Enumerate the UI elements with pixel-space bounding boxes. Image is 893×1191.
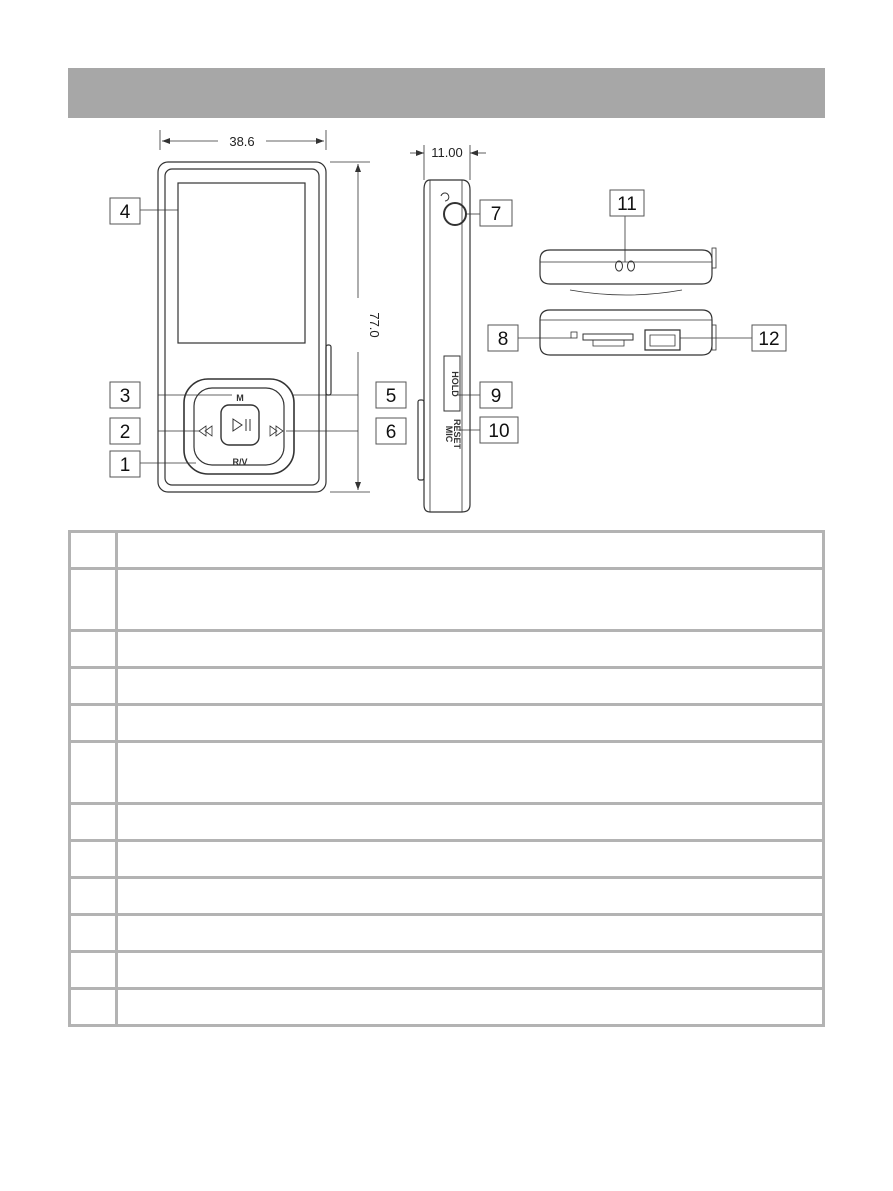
svg-text:1: 1 [119, 455, 131, 476]
row-description [117, 569, 824, 631]
table-row [70, 569, 824, 631]
callout-2 [110, 418, 140, 444]
row-number [70, 878, 117, 915]
device-diagram [0, 0, 893, 530]
width-dimension: 38.6 [229, 134, 255, 149]
table-row [70, 915, 824, 952]
row-description [117, 915, 824, 952]
row-description [117, 878, 824, 915]
rv-label: R/V [232, 457, 248, 467]
table-row [70, 989, 824, 1026]
callout-10 [480, 417, 518, 443]
row-description [117, 742, 824, 804]
row-description [117, 841, 824, 878]
row-description [117, 705, 824, 742]
row-number [70, 989, 117, 1026]
svg-text:5: 5 [385, 386, 397, 407]
table-row [70, 705, 824, 742]
callout-7 [480, 200, 512, 226]
front-view [140, 130, 370, 492]
row-number [70, 952, 117, 989]
row-number [70, 841, 117, 878]
row-description [117, 804, 824, 841]
row-number [70, 569, 117, 631]
callout-9 [480, 382, 512, 408]
svg-text:12: 12 [758, 329, 780, 350]
svg-text:9: 9 [490, 386, 502, 407]
svg-text:2: 2 [119, 422, 131, 443]
row-number [70, 532, 117, 569]
callout-11 [610, 190, 644, 216]
table-row [70, 532, 824, 569]
svg-text:6: 6 [385, 422, 397, 443]
row-description [117, 631, 824, 668]
callout-12 [752, 325, 786, 351]
row-description [117, 668, 824, 705]
row-number [70, 742, 117, 804]
table-row [70, 742, 824, 804]
svg-text:11: 11 [617, 194, 637, 215]
svg-text:7: 7 [490, 204, 502, 225]
table-row [70, 952, 824, 989]
row-number [70, 915, 117, 952]
row-description [117, 989, 824, 1026]
hold-label: HOLD [450, 371, 460, 397]
svg-text:10: 10 [488, 421, 510, 442]
reset-label: RESET [452, 418, 462, 450]
parts-table [68, 530, 825, 1027]
table-row [70, 878, 824, 915]
table-row [70, 804, 824, 841]
row-number [70, 705, 117, 742]
callout-4 [110, 198, 140, 224]
callout-8 [488, 325, 518, 351]
menu-label: M [236, 393, 244, 403]
depth-dimension: 11.00 [431, 145, 463, 160]
callout-5 [376, 382, 406, 408]
height-dimension: 77.0 [367, 312, 382, 338]
side-view [410, 145, 486, 512]
table-row [70, 631, 824, 668]
svg-text:8: 8 [497, 329, 509, 350]
row-description [117, 952, 824, 989]
callout-3 [110, 382, 140, 408]
row-number [70, 668, 117, 705]
row-number [70, 804, 117, 841]
table-row [70, 668, 824, 705]
row-description [117, 532, 824, 569]
mic-label: MIC [444, 425, 454, 443]
svg-text:3: 3 [119, 386, 131, 407]
row-number [70, 631, 117, 668]
table-row [70, 841, 824, 878]
svg-text:4: 4 [119, 202, 131, 223]
edge-views [518, 216, 752, 355]
callout-6 [376, 418, 406, 444]
callout-1 [110, 451, 140, 477]
